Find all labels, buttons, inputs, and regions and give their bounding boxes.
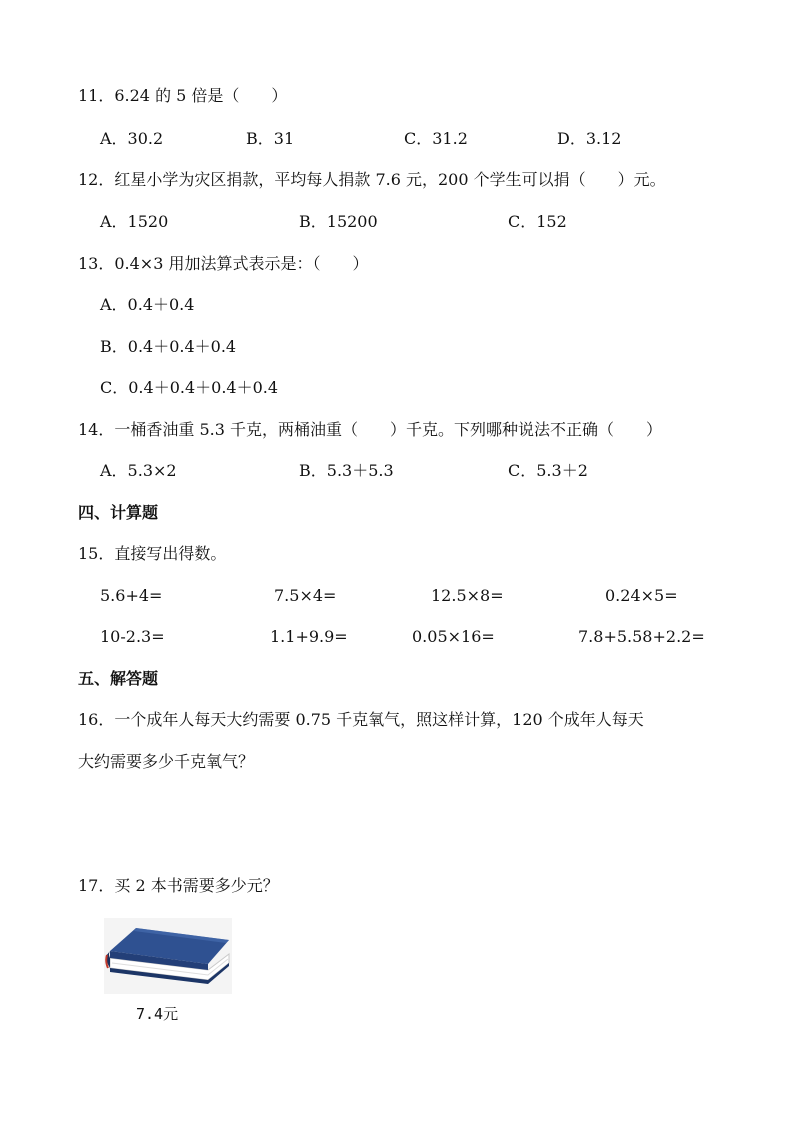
q12-stem: 12．红星小学为灾区捐款，平均每人捐款 7.6 元，200 个学生可以捐（ ）元。 [78, 170, 666, 189]
q11-option-b[interactable]: B．31 [246, 129, 295, 148]
book-price: 7.4元 [136, 1005, 179, 1023]
q15-expr: 5.6+4= [100, 586, 163, 605]
q11-stem: 11．6.24 的 5 倍是（ ） [78, 86, 288, 105]
q11-option-d[interactable]: D．3.12 [557, 129, 622, 148]
q13-stem: 13．0.4×3 用加法算式表示是：（ ） [78, 254, 369, 273]
q11-option-a[interactable]: A．30.2 [100, 129, 164, 148]
q16-line-1: 16．一个成年人每天大约需要 0.75 千克氧气，照这样计算，120 个成年人每天 [78, 710, 644, 729]
q15-expr: 0.24×5= [605, 586, 678, 605]
q12-option-a[interactable]: A．1520 [100, 212, 169, 231]
q14-option-a[interactable]: A．5.3×2 [100, 461, 177, 480]
q12-option-b[interactable]: B．15200 [299, 212, 378, 231]
q15-expr: 7.5×4= [274, 586, 337, 605]
book-image [104, 918, 232, 994]
q15-expr: 7.8+5.58+2.2= [578, 627, 705, 646]
q11-option-c[interactable]: C．31.2 [404, 129, 468, 148]
section-5-heading: 五、解答题 [78, 669, 159, 688]
section-4-heading: 四、计算题 [78, 503, 159, 522]
q15-expr: 0.05×16= [412, 627, 495, 646]
q12-option-c[interactable]: C．152 [508, 212, 567, 231]
q15-expr: 12.5×8= [431, 586, 504, 605]
q13-option-a[interactable]: A．0.4＋0.4 [100, 295, 195, 314]
q15-expr: 10-2.3= [100, 627, 165, 646]
q17-stem: 17．买 2 本书需要多少元？ [78, 876, 279, 895]
q14-stem: 14．一桶香油重 5.3 千克，两桶油重（ ）千克。下列哪种说法不正确（ ） [78, 420, 662, 439]
q16-line-2: 大约需要多少千克氧气？ [78, 752, 255, 771]
book-icon [104, 918, 232, 994]
q14-option-c[interactable]: C．5.3＋2 [508, 461, 588, 480]
q13-option-c[interactable]: C．0.4＋0.4＋0.4＋0.4 [100, 378, 279, 397]
q14-option-b[interactable]: B．5.3＋5.3 [299, 461, 394, 480]
q13-option-b[interactable]: B．0.4＋0.4＋0.4 [100, 337, 237, 356]
q15-expr: 1.1+9.9= [270, 627, 348, 646]
q15-stem: 15．直接写出得数。 [78, 544, 227, 563]
